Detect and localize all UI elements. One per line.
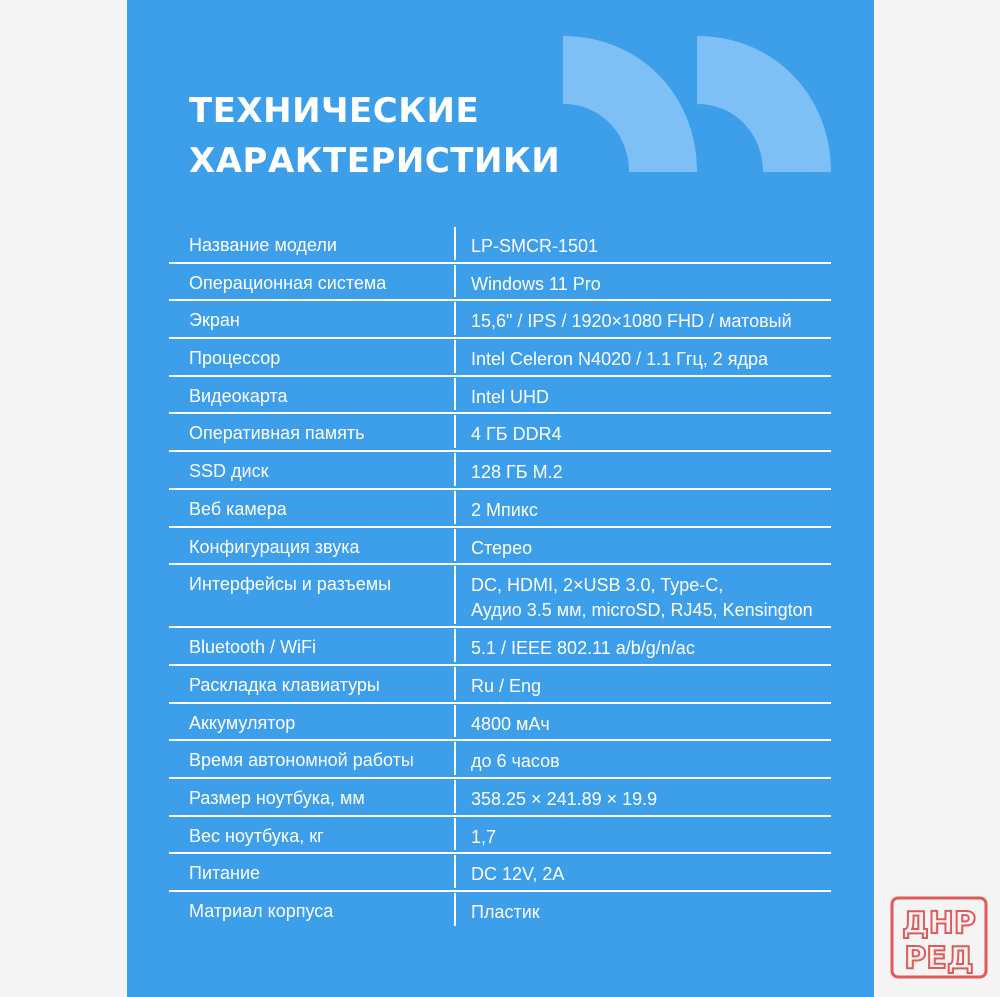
spec-value: 15,6" / IPS / 1920×1080 FHD / матовый	[471, 311, 792, 332]
spec-row	[169, 452, 831, 490]
spec-panel	[127, 0, 874, 997]
spec-key: Раскладка клавиатуры	[189, 674, 380, 695]
spec-row	[169, 779, 831, 817]
spec-row	[169, 666, 831, 704]
spec-value: 4800 мАч	[471, 713, 550, 734]
spec-row	[169, 414, 831, 452]
spec-value: Ru / Eng	[471, 675, 542, 696]
spec-value: LP-SMCR-1501	[471, 236, 599, 256]
spec-key: Операционная система	[189, 272, 387, 293]
spec-key: SSD диск	[189, 461, 269, 482]
spec-key: Видеокарта	[189, 385, 288, 406]
spec-value: Windows 11 Pro	[471, 273, 601, 294]
page-title	[189, 86, 560, 186]
watermark-line-1: ДНР	[902, 906, 976, 941]
watermark-line-2: РЕД	[904, 941, 974, 976]
spec-row	[169, 226, 831, 264]
spec-value: 4 ГБ DDR4	[471, 424, 562, 445]
spec-key: Аккумулятор	[189, 712, 296, 733]
spec-key: Веб камера	[189, 498, 287, 519]
spec-key: Название модели	[189, 235, 337, 255]
spec-row	[169, 339, 831, 377]
spec-value: Пластик	[471, 902, 540, 922]
spec-row	[169, 892, 831, 930]
spec-value: 5.1 / IEEE 802.11 a/b/g/n/ac	[471, 638, 695, 659]
spec-key: Размер ноутбука, мм	[189, 787, 365, 808]
spec-value: 128 ГБ M.2	[471, 462, 563, 483]
closing-quote-icon	[563, 36, 697, 172]
spec-row	[169, 817, 831, 855]
spec-key: Вес ноутбука, кг	[189, 825, 324, 846]
spec-key: Время автономной работы	[189, 750, 414, 771]
spec-value: DC 12V, 2A	[471, 864, 565, 885]
spec-row	[169, 264, 831, 302]
spec-row	[169, 490, 831, 528]
spec-key: Экран	[189, 310, 240, 331]
spec-table	[169, 226, 831, 930]
spec-key: Интерфейсы и разъемы	[189, 574, 392, 595]
watermark-logo	[890, 896, 988, 979]
spec-value: Intel Celeron N4020 / 1.1 Ггц, 2 ядра	[471, 349, 769, 370]
spec-key: Конфигурация звука	[189, 536, 360, 557]
spec-value: до 6 часов	[471, 751, 560, 772]
spec-row	[169, 741, 831, 779]
spec-row	[169, 704, 831, 742]
title-line-1: ТЕХНИЧЕСКИЕ	[189, 91, 480, 131]
spec-value: Intel UHD	[471, 386, 550, 407]
spec-value: 358.25 × 241.89 × 19.9	[471, 788, 658, 809]
spec-row	[169, 628, 831, 666]
spec-row	[169, 854, 831, 892]
spec-row	[169, 528, 831, 566]
spec-value: DC, HDMI, 2×USB 3.0, Type-C, Аудио 3.5 мм, microSD, RJ45, Kensington	[471, 575, 813, 621]
spec-key: Питание	[189, 863, 261, 884]
spec-row	[169, 377, 831, 415]
spec-row	[169, 301, 831, 339]
spec-key: Процессор	[189, 348, 281, 369]
spec-key: Оперативная память	[189, 423, 365, 444]
spec-value: Стерео	[471, 537, 533, 558]
spec-value: 1,7	[471, 826, 497, 847]
title-line-2: ХАРАКТЕРИСТИКИ	[189, 141, 561, 181]
spec-value: 2 Мпикс	[471, 499, 538, 520]
spec-key: Матриал корпуса	[189, 901, 334, 921]
closing-quote-icon	[697, 36, 831, 172]
spec-key: Bluetooth / WiFi	[189, 637, 317, 658]
spec-row	[169, 565, 831, 628]
